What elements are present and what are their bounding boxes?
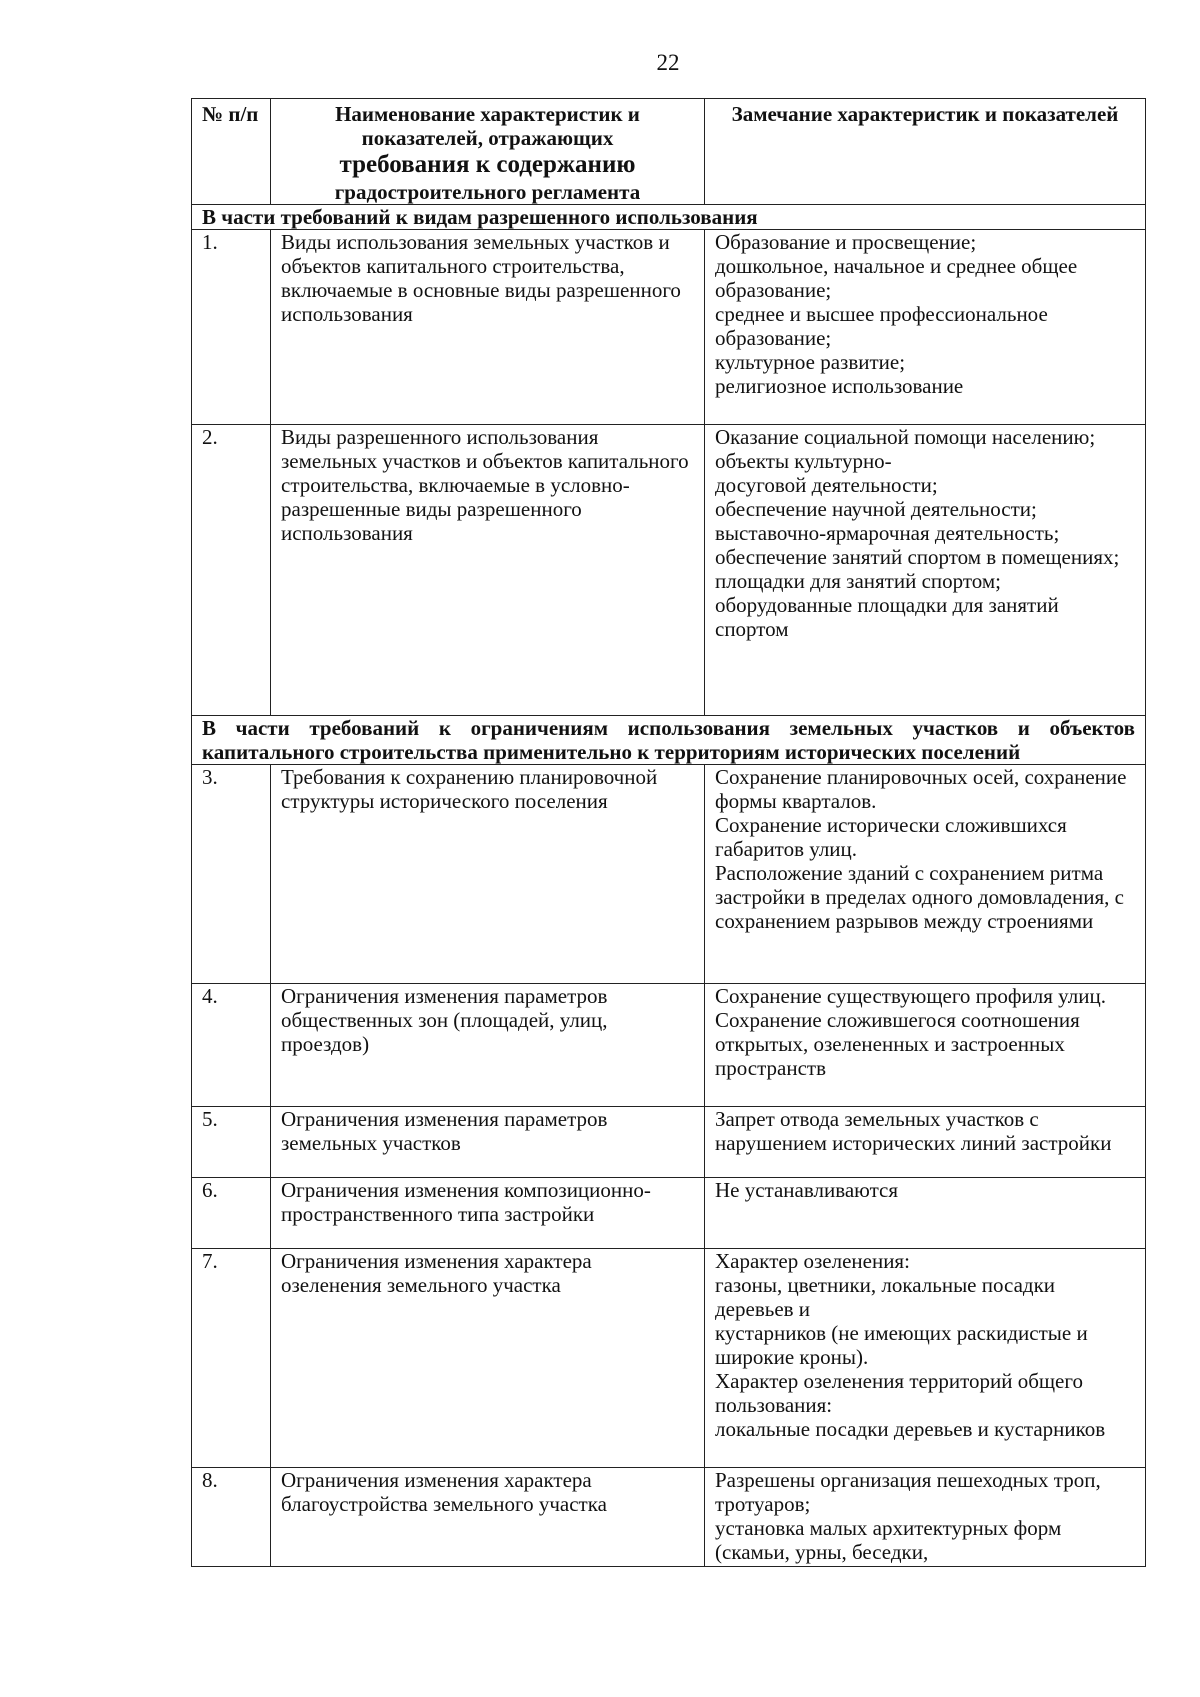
section-heading: В части требований к ограничениям использования земельных участков и объектов капитального строительства применительно к территориям исторических поселений (192, 716, 1146, 765)
row-note (705, 230, 1146, 425)
row-note (705, 765, 1146, 984)
note-line: обеспечение научной деятельности; (715, 497, 1037, 521)
page-number: 22 (656, 50, 680, 75)
row-name: Требования к сохранению планировочной структуры исторического поселения (271, 765, 705, 984)
table-header-row (192, 99, 1146, 205)
note-line: объекты культурно- (715, 449, 892, 473)
note-line: Оказание социальной помощи населению; (715, 425, 1096, 449)
note-line: среднее и высшее профессиональное образование; (715, 302, 1048, 350)
note-line: Разрешены организация пешеходных троп, тротуаров; (715, 1468, 1101, 1516)
note-line: дошкольное, начальное и среднее общее образование; (715, 254, 1078, 302)
row-note (705, 1249, 1146, 1468)
table-row (192, 765, 1146, 984)
header-note: Замечание характеристик и показателей (705, 99, 1146, 205)
row-note (705, 1468, 1146, 1567)
row-number: 5. (192, 1107, 271, 1178)
note-line: газоны, цветники, локальные посадки деревьев и (715, 1273, 1056, 1321)
header-name (271, 99, 705, 205)
header-number: № п/п (192, 99, 271, 205)
note-line: кустарников (не имеющих раскидистые и широкие кроны). (715, 1321, 1088, 1369)
row-number: 1. (192, 230, 271, 425)
note-line: обеспечение занятий спортом в помещениях; (715, 545, 1120, 569)
row-name: Ограничения изменения композиционно-пространственного типа застройки (271, 1178, 705, 1249)
section-heading: В части требований к видам разрешенного использования (192, 205, 1146, 230)
row-number: 4. (192, 984, 271, 1107)
table-row (192, 1178, 1146, 1249)
row-name: Ограничения изменения параметров общественных зон (площадей, улиц, проездов) (271, 984, 705, 1107)
header-name-line3: градостроительного регламента (334, 180, 641, 204)
table-row (192, 1107, 1146, 1178)
note-line: оборудованные площадки для занятий спортом (715, 593, 1059, 641)
row-note (705, 984, 1146, 1107)
row-number: 2. (192, 425, 271, 716)
header-name-line1: Наименование характеристик и показателей, отражающих (335, 102, 640, 150)
row-name: Ограничения изменения характера благоустройства земельного участка (271, 1468, 705, 1567)
table-row (192, 425, 1146, 716)
row-note (705, 1178, 1146, 1249)
note-line: Характер озеленения территорий общего пользования: (715, 1369, 1083, 1417)
note-line: досуговой деятельности; (715, 473, 938, 497)
note-line: выставочно-ярмарочная деятельность; (715, 521, 1060, 545)
note-line: Сохранение исторически сложившихся габаритов улиц. (715, 813, 1067, 861)
row-note (705, 425, 1146, 716)
row-number: 6. (192, 1178, 271, 1249)
note-line: религиозное использование (715, 374, 964, 398)
note-line: площадки для занятий спортом; (715, 569, 1001, 593)
note-line: Сохранение планировочных осей, сохранение формы кварталов. (715, 765, 1127, 813)
row-note (705, 1107, 1146, 1178)
row-name: Виды разрешенного использования земельных участков и объектов капитального строительства, включаемые в условно-разрешенные виды разрешенного использования (271, 425, 705, 716)
section-row (192, 205, 1146, 230)
row-number: 7. (192, 1249, 271, 1468)
note-line: локальные посадки деревьев и кустарников (715, 1417, 1106, 1441)
row-number: 3. (192, 765, 271, 984)
table-row (192, 1468, 1146, 1567)
note-line: Расположение зданий с сохранением ритма застройки в пределах одного домовладения, с сохранением разрывов между строениями (715, 861, 1124, 933)
header-name-line2: требования к содержанию (339, 151, 636, 178)
row-name: Виды использования земельных участков и объектов капитального строительства, включаемые в основные виды разрешенного использования (271, 230, 705, 425)
note-line: Не устанавливаются (715, 1178, 899, 1202)
table-row (192, 1249, 1146, 1468)
note-line: установка малых архитектурных форм (скамьи, урны, беседки, (715, 1516, 1062, 1564)
table-row (192, 230, 1146, 425)
note-line: Запрет отвода земельных участков с нарушением исторических линий застройки (715, 1107, 1112, 1155)
note-line: Образование и просвещение; (715, 230, 977, 254)
table-row (192, 984, 1146, 1107)
row-number: 8. (192, 1468, 271, 1567)
note-line: Характер озеленения: (715, 1249, 910, 1273)
regulation-table (191, 98, 1146, 1567)
row-name: Ограничения изменения характера озеленения земельного участка (271, 1249, 705, 1468)
row-name: Ограничения изменения параметров земельных участков (271, 1107, 705, 1178)
note-line: Сохранение существующего профиля улиц. Сохранение сложившегося соотношения открытых, озелененных и застроенных пространств (715, 984, 1106, 1080)
note-line: культурное развитие; (715, 350, 906, 374)
section-row (192, 716, 1146, 765)
